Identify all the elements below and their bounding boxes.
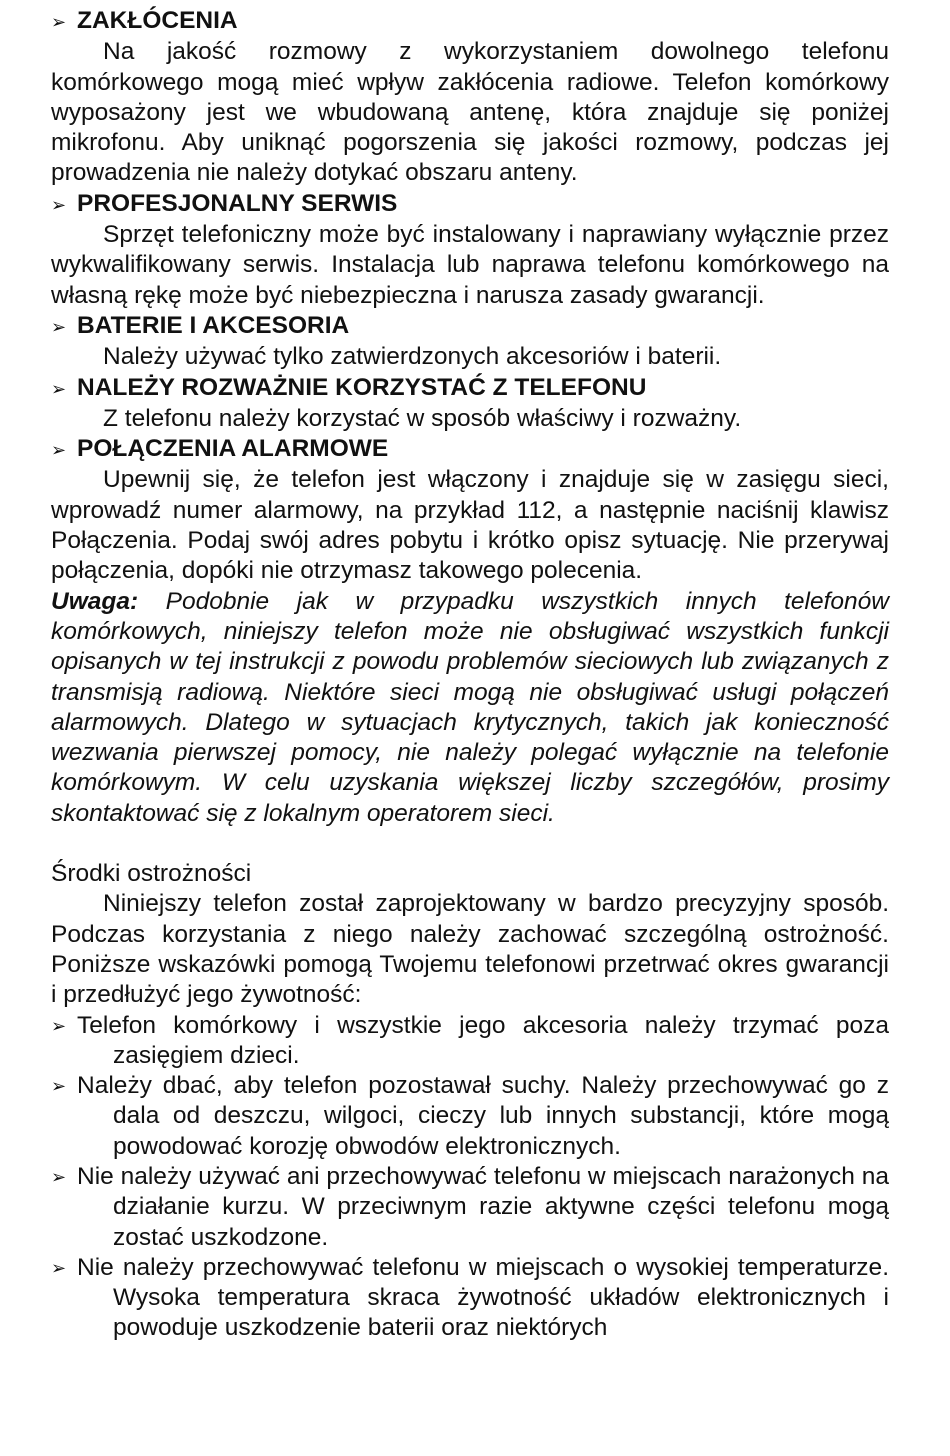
- list-item-text: Telefon komórkowy i wszystkie jego akcesoria należy trzymać poza zasięgiem dzieci.: [77, 1011, 889, 1069]
- warning-note: [51, 587, 889, 829]
- precautions-intro: Niniejszy telefon został zaprojektowany w bardzo precyzyjny sposób. Podczas korzystania z niego należy zachować szczególną ostrożność. Poniższe wskazówki pomogą Twojemu telefonowi przetrwać okres gwarancji i przedłużyć jego żywotność:: [51, 890, 889, 1009]
- list-item-text: Należy dbać, aby telefon pozostawał suchy. Należy przechowywać go z dala od deszczu, wilgoci, cieczy lub innych substancji, które mogą powodować korozję obwodów elektronicznych.: [77, 1072, 889, 1160]
- section-spacer: [51, 829, 889, 859]
- list-item: [51, 1162, 889, 1253]
- section-paragraph: Sprzęt telefoniczny może być instalowany i naprawiany wyłącznie przez wykwalifikowany serwis. Instalacja lub naprawa telefonu komórkowego na własną rękę może być niebezpieczna i narusza zasady gwarancji.: [51, 221, 889, 309]
- arrow-bullet-icon: ➢: [51, 1166, 67, 1187]
- section-paragraph: Z telefonu należy korzystać w sposób właściwy i rozważny.: [103, 404, 742, 432]
- arrow-bullet-icon: ➢: [51, 194, 67, 215]
- section-heading-zaklocenia: [51, 6, 889, 37]
- arrow-bullet-icon: ➢: [51, 1015, 67, 1036]
- arrow-bullet-icon: ➢: [51, 12, 67, 32]
- list-item-text: Nie należy używać ani przechowywać telefonu w miejscach narażonych na działanie kurzu. W przeciwnym razie aktywne części telefonu mogą zostać uszkodzone.: [77, 1162, 889, 1251]
- section-heading-label: PROFESJONALNY SERWIS: [77, 189, 398, 217]
- list-item-text: Nie należy przechowywać telefonu w miejscach o wysokiej temperaturze. Wysoka temperatura skraca żywotność układów elektronicznych i powoduje uszkodzenie baterii oraz niektórych: [77, 1253, 889, 1342]
- list-item: [51, 1253, 889, 1344]
- section-paragraph: Upewnij się, że telefon jest włączony i znajduje się w zasięgu sieci, wprowadź numer alarmowy, na przykład 112, a następnie naciśnij klawisz Połączenia. Podaj swój adres pobytu i krótko opisz sytuację. Nie przerywaj połączenia, dopóki nie otrzymasz takowego polecenia.: [51, 466, 889, 585]
- list-item: [51, 1011, 889, 1072]
- arrow-bullet-icon: ➢: [51, 1257, 67, 1278]
- section-heading-alarmowe: [51, 434, 889, 465]
- arrow-bullet-icon: ➢: [51, 1076, 67, 1097]
- section-heading-label: POŁĄCZENIA ALARMOWE: [77, 435, 389, 463]
- section-heading-baterie: [51, 311, 889, 342]
- arrow-bullet-icon: ➢: [51, 378, 67, 399]
- section-heading-korzystanie: [51, 373, 889, 404]
- note-label: Uwaga:: [51, 587, 139, 615]
- arrow-bullet-icon: ➢: [51, 316, 67, 337]
- section-paragraph: Na jakość rozmowy z wykorzystaniem dowolnego telefonu komórkowego mogą mieć wpływ zakłócenia radiowe. Telefon komórkowy wyposażony jest we wbudowaną antenę, która znajduje się poniżej mikrofonu. Aby uniknąć pogorszenia się jakości rozmowy, podczas jej prowadzenia nie należy dotykać obszaru anteny.: [51, 38, 889, 187]
- section-heading-label: ZAKŁÓCENIA: [77, 7, 238, 34]
- section-paragraph: Należy używać tylko zatwierdzonych akcesoriów i baterii.: [103, 343, 722, 371]
- section-heading-label: NALEŻY ROZWAŻNIE KORZYSTAĆ Z TELEFONU: [77, 373, 647, 401]
- note-text: Podobnie jak w przypadku wszystkich innych telefonów komórkowych, niniejszy telefon może nie obsługiwać wszystkich funkcji opisanych w tej instrukcji z powodu problemów sieciowych lub związanych z transmisją radiową. Niektóre sieci mogą nie obsługiwać usługi połączeń alarmowych. Dlatego w sytuacjach krytycznych, takich jak konieczność wezwania pierwszej pomocy, nie należy polegać wyłącznie na telefonie komórkowym. W celu uzyskania większej liczby szczegółów, prosimy skontaktować się z lokalnym operatorem sieci.: [51, 587, 889, 827]
- section-heading-label: BATERIE I AKCESORIA: [77, 311, 350, 339]
- document-page: [51, 6, 889, 1344]
- section-heading-serwis: [51, 189, 889, 220]
- list-item: [51, 1071, 889, 1162]
- precautions-title: Środki ostrożności: [51, 860, 252, 888]
- arrow-bullet-icon: ➢: [51, 440, 67, 461]
